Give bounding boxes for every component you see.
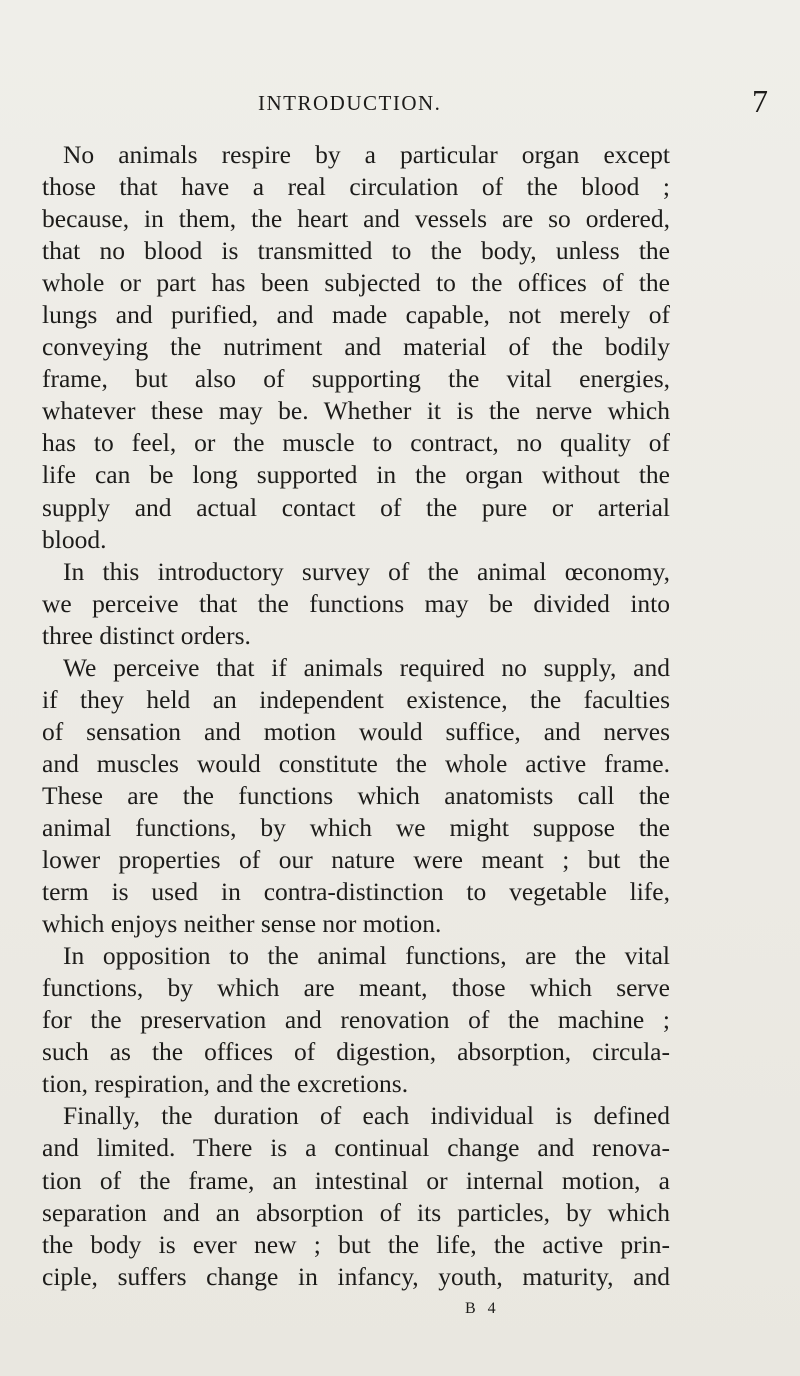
text-line: In opposition to the animal functions, are the vital <box>63 941 670 971</box>
page-header <box>0 83 800 127</box>
text-line: tion, respiration, and the excretions. <box>42 1069 409 1099</box>
text-line: term is used in contra-distinction to vegetable life, <box>42 877 670 907</box>
text-line: has to feel, or the muscle to contract, no quality of <box>42 428 670 458</box>
text-line: We perceive that if animals required no supply, and <box>63 652 670 682</box>
text-line: we perceive that the functions may be divided into <box>42 588 670 618</box>
paragraph-5 <box>42 1100 670 1292</box>
text-line: animal functions, by which we might suppose the <box>42 812 670 842</box>
text-line: because, in them, the heart and vessels are so ordered, <box>42 204 670 234</box>
text-line: the body is ever new ; but the life, the active prin- <box>42 1229 670 1259</box>
text-line: separation and an absorption of its particles, by which <box>42 1197 670 1227</box>
text-line: blood. <box>42 524 107 554</box>
body-text <box>42 139 670 1293</box>
text-line: of sensation and motion would suffice, and nerves <box>42 716 670 746</box>
text-line: lungs and purified, and made capable, not merely of <box>42 300 670 330</box>
text-line: if they held an independent existence, the faculties <box>42 684 670 714</box>
text-line: Finally, the duration of each individual is defined <box>63 1101 670 1131</box>
text-line: conveying the nutriment and material of the bodily <box>42 332 670 362</box>
text-line: ciple, suffers change in infancy, youth, maturity, and <box>42 1261 670 1291</box>
text-line: that no blood is transmitted to the body, unless the <box>42 236 670 266</box>
text-line: whatever these may be. Whether it is the nerve which <box>42 396 670 426</box>
text-line: those that have a real circulation of the blood ; <box>42 172 670 202</box>
text-line: three distinct orders. <box>42 620 251 650</box>
page-number: 7 <box>752 83 768 119</box>
text-line: life can be long supported in the organ without the <box>42 460 670 490</box>
text-line: tion of the frame, an intestinal or internal motion, a <box>42 1165 670 1195</box>
text-line: functions, by which are meant, those which serve <box>42 973 670 1003</box>
running-title: INTRODUCTION. <box>258 91 442 115</box>
text-line: and muscles would constitute the whole active frame. <box>42 748 670 778</box>
text-line: whole or part has been subjected to the offices of the <box>42 268 670 298</box>
paragraph-1 <box>42 139 670 556</box>
text-line: No animals respire by a particular organ except <box>63 140 670 169</box>
text-line: for the preservation and renovation of the machine ; <box>42 1005 670 1035</box>
text-line: such as the offices of digestion, absorption, circula- <box>42 1037 670 1067</box>
text-line: and limited. There is a continual change and renova- <box>42 1133 670 1163</box>
text-line: frame, but also of supporting the vital energies, <box>42 364 670 394</box>
paragraph-4 <box>42 940 670 1100</box>
paragraph-3 <box>42 652 670 940</box>
text-line: lower properties of our nature were meant ; but the <box>42 845 670 875</box>
text-line: supply and actual contact of the pure or arterial <box>42 492 670 522</box>
text-line: In this introductory survey of the animal œconomy, <box>63 556 670 586</box>
signature-mark: B 4 <box>465 1300 500 1317</box>
text-line: which enjoys neither sense nor motion. <box>42 909 442 939</box>
paragraph-2 <box>42 556 670 652</box>
text-line: These are the functions which anatomists call the <box>42 780 670 810</box>
